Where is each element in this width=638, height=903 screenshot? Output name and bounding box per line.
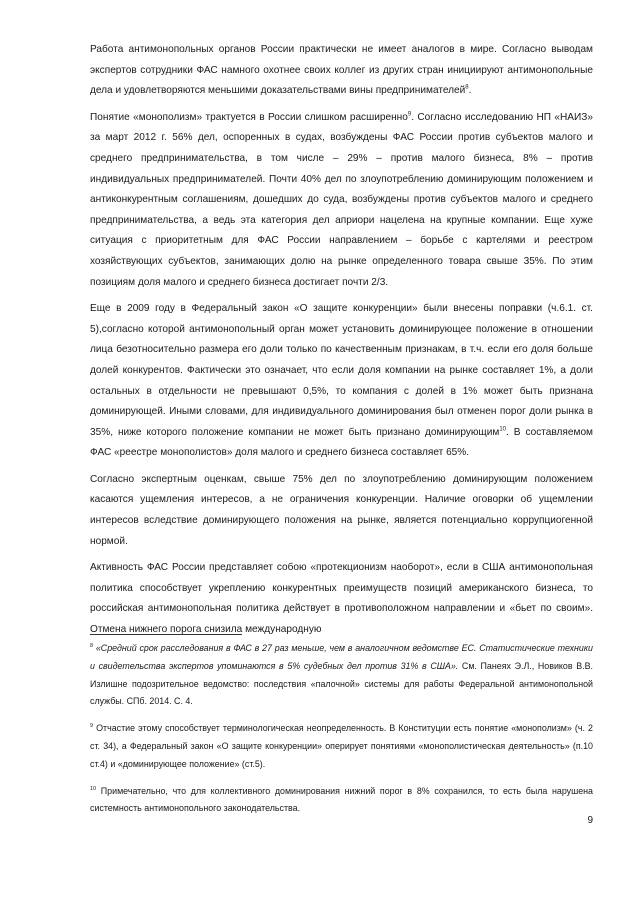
footnote-9: $^9$ Отчастие этому способствует терминологическая неопределенность. В Конституции есть понятие «монополизм» (ч. 2 ст. 34), а Федеральный закон «О защите конкуренции» оперирует понятиями «монополистическая деятельность» (п.10 ст.4) и «доминирующее положение» (ст.5). bbox=[90, 723, 593, 769]
footnote-8: $^8$ «Средний срок расследования в ФАС в 27 раз меньше, чем в аналогичном ведомстве ЕС. Статистические техники и свидетельства экспертов упоминаются в 5% судебных дел против 31% в США». См. Панеях Э.Л., Новиков В.В. Излишне подозрительное ведомство: последствия «палочной» системы для работы Федеральной антимонопольной службы. СПб. 2014. С. 4. bbox=[90, 643, 593, 707]
paragraph-5: Активность ФАС России представляет собою «протекционизм наоборот», если в США антимонопольная политика способствует укреплению конкурентных преимуществ позиций американского бизнеса, то российская антимонопольная политика действует в противоположном направлении и «бьет по своим». Отмена нижнего порога снизила международную bbox=[90, 562, 593, 636]
footnote-ref-9[interactable]: 9 bbox=[407, 111, 412, 118]
footnote-number: 10 bbox=[90, 785, 97, 792]
footnote-number: 8 bbox=[90, 643, 94, 650]
paragraph-4: Согласно экспертным оценкам, свыше 75% дел по злоупотреблению доминирующим положением касаются ущемления интересов, а не ограничения конкуренции. Наличие оговорки об ущемлении интересов вследствие доминирующего положения на рынке, является потенциально коррупциогенной нормой. bbox=[90, 473, 593, 547]
footnotes bbox=[90, 640, 593, 827]
footnote-ref-8[interactable]: 8 bbox=[465, 84, 469, 91]
paragraph-1: Работа антимонопольных органов России практически не имеет аналогов в мире. Согласно выводам экспертов сотрудники ФАС намного охотнее своих коллег из других стран инициируют антимонопольные дела и удовлетворяются меньшими доказательствами вины предпринимателей$^8$. bbox=[90, 44, 593, 97]
footnote-separator bbox=[90, 634, 242, 635]
footnote-number: 9 bbox=[90, 723, 94, 730]
paragraph-2: Понятие «монополизм» трактуется в России слишком расширенно$^9$. Согласно исследованию НП «НАИЗ» за март 2012 г. 56% дел, оспоренных в судах, возбуждены ФАС России против субъектов малого и среднего предпринимательства, в том числе – 29% – против малого бизнеса, 8% – против индивидуальных предпринимателей. Почти 40% дел по злоупотреблению доминирующим положением и антиконкурентным соглашениям, дошедших до суда, возбуждены против субъектов малого и среднего предпринимательства, а ведь эта категория дел априори нацелена на крупные компании. Еще хуже ситуация с приоритетным для ФАС России направлением – борьбе с картелями и реестром хозяйствующих субъектов, занимающих долю на рынке определенного товара свыше 35%. По этим позициям доля малого и среднего бизнеса достигает почти 2/3. bbox=[90, 111, 593, 288]
footnote-10: $^{10}$ Примечательно, что для коллективного доминирования нижний порог в 8% сохранился, то есть была нарушена системность антимонопольного законодательства. bbox=[90, 785, 593, 814]
footnote-ref-10[interactable]: 10 bbox=[499, 426, 507, 433]
paragraph-3: Еще в 2009 году в Федеральный закон «О защите конкуренции» были внесены поправки (ч.6.1. ст. 5),согласно которой антимонопольный орган может установить доминирующее положение в отношении лица безотносительно размера его доли только по качественным признакам, в т.ч. если его доля больше долей конкурентов. Фактически это означает, что если доля компании на рынке составляет 1%, а доли остальных в отдельности не превышают 0,5%, то компания с долей в 1% может быть признана доминирующей. Иными словами, для индивидуального доминирования был отменен порог доли рынка в 35%, ниже которого положение компании не может быть признано доминирующим$^{10}$. В составляемом ФАС «реестре монополистов» доля малого и среднего бизнеса составляет 65%. bbox=[90, 303, 594, 459]
page-number: 9 bbox=[587, 815, 593, 826]
body-text bbox=[90, 40, 594, 650]
